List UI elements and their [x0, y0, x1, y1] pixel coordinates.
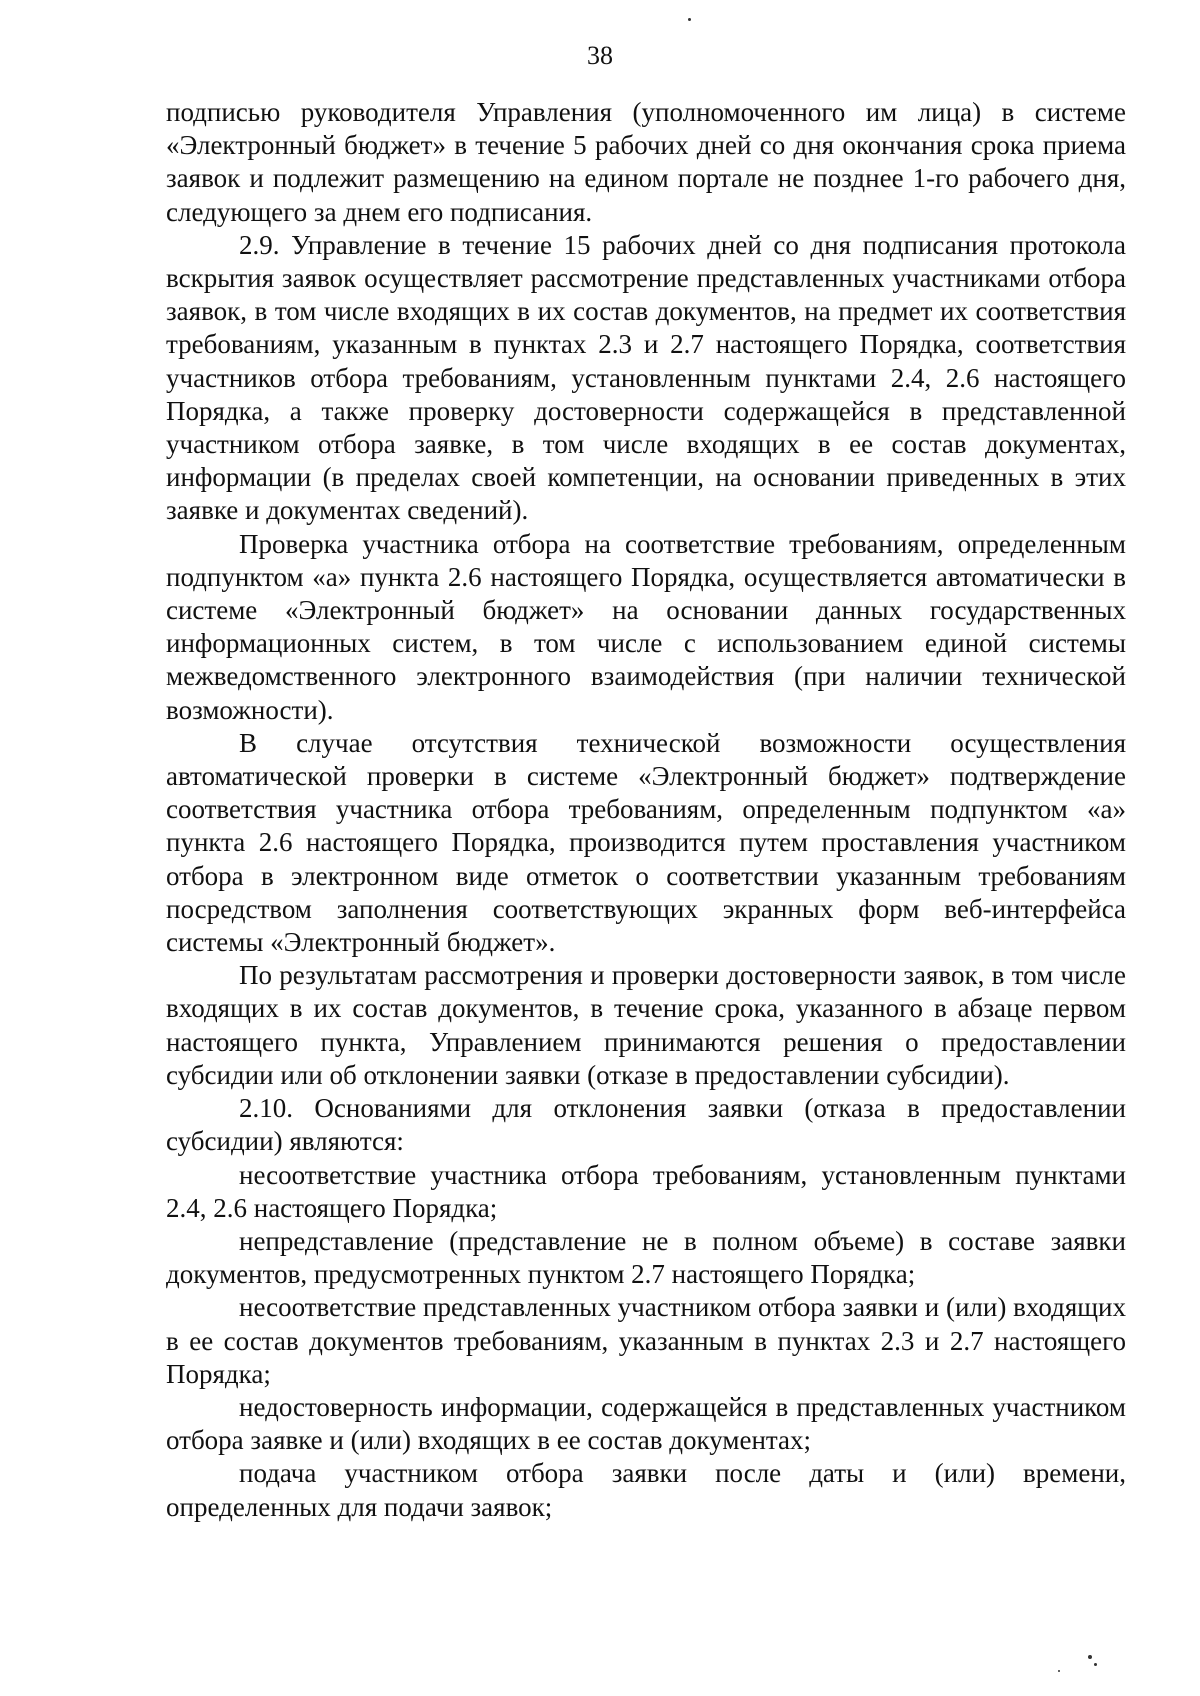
page-number: 38 — [587, 41, 613, 70]
paragraph-no-technical-possibility: В случае отсутствия технической возможности осуществления автоматической проверки в системе «Электронный бюджет» подтверждение соответствия участника отбора требованиям, определенным подпунктом «а» пункта 2.6 настоящего Порядка, производится путем проставления участником отбора в электронном виде отметок о соответствии указанным требованиям посредством заполнения соответствующих экранных форм веб-интерфейса системы «Электронный бюджет». — [166, 727, 1126, 958]
scan-speck — [1094, 1663, 1097, 1666]
paragraph-2-10: 2.10. Основаниями для отклонения заявки (отказа в предоставлении субсидии) являются: — [166, 1093, 1126, 1157]
paragraph-continuation: подписью руководителя Управления (уполномоченного им лица) в системе «Электронный бюджет» в течение 5 рабочих дней со дня окончания срока приема заявок и подлежит размещению на едином портале не позднее 1-го рабочего дня, следующего за днем его подписания. — [166, 97, 1126, 227]
paragraph-2-9: 2.9. Управление в течение 15 рабочих дней со дня подписания протокола вскрытия заявок осуществляет рассмотрение представленных участниками отбора заявок, в том числе входящих в их состав документов, на предмет их соответствия требованиям, указанным в пунктах 2.3 и 2.7 настоящего Порядка, соответствия участников отбора требованиям, установленным пунктами 2.4, 2.6 настоящего Порядка, а также проверку достоверности содержащейся в представленной участником отбора заявке, в том числе входящих в ее состав документах, информации (в пределах своей компетенции, на основании приведенных в этих заявке и документах сведений). — [166, 229, 1126, 526]
scan-speck — [1088, 1655, 1092, 1659]
list-item-ground-3: несоответствие представленных участником отбора заявки и (или) входящих в ее состав документов требованиям, указанным в пунктах 2.3 и 2.7 настоящего Порядка; — [166, 1292, 1126, 1389]
list-item-ground-4: недостоверность информации, содержащейся в представленных участником отбора заявке и (или) входящих в ее состав документах; — [166, 1391, 1126, 1456]
document-body — [166, 96, 1126, 1524]
paragraph-review-results: По результатам рассмотрения и проверки достоверности заявок, в том числе входящих в их состав документов, в течение срока, указанного в абзаце первом настоящего пункта, Управлением принимаются решения о предоставлении субсидии или об отклонении заявки (отказе в предоставлении субсидии). — [166, 960, 1126, 1090]
scan-speck — [1058, 1670, 1060, 1672]
list-item-ground-5: подача участником отбора заявки после даты и (или) времени, определенных для подачи заявок; — [166, 1458, 1126, 1522]
paragraph-automatic-check: Проверка участника отбора на соответствие требованиям, определенным подпунктом «а» пункта 2.6 настоящего Порядка, осуществляется автоматически в системе «Электронный бюджет» на основании данных государственных информационных систем, в том числе с использованием единой системы межведомственного электронного взаимодействия (при наличии технической возможности). — [166, 528, 1126, 725]
scan-speck — [688, 18, 691, 21]
list-item-ground-2: непредставление (представление не в полном объеме) в составе заявки документов, предусмотренных пунктом 2.7 настоящего Порядка; — [166, 1225, 1126, 1290]
list-item-ground-1: несоответствие участника отбора требованиям, установленным пунктами 2.4, 2.6 настоящего Порядка; — [166, 1159, 1126, 1223]
